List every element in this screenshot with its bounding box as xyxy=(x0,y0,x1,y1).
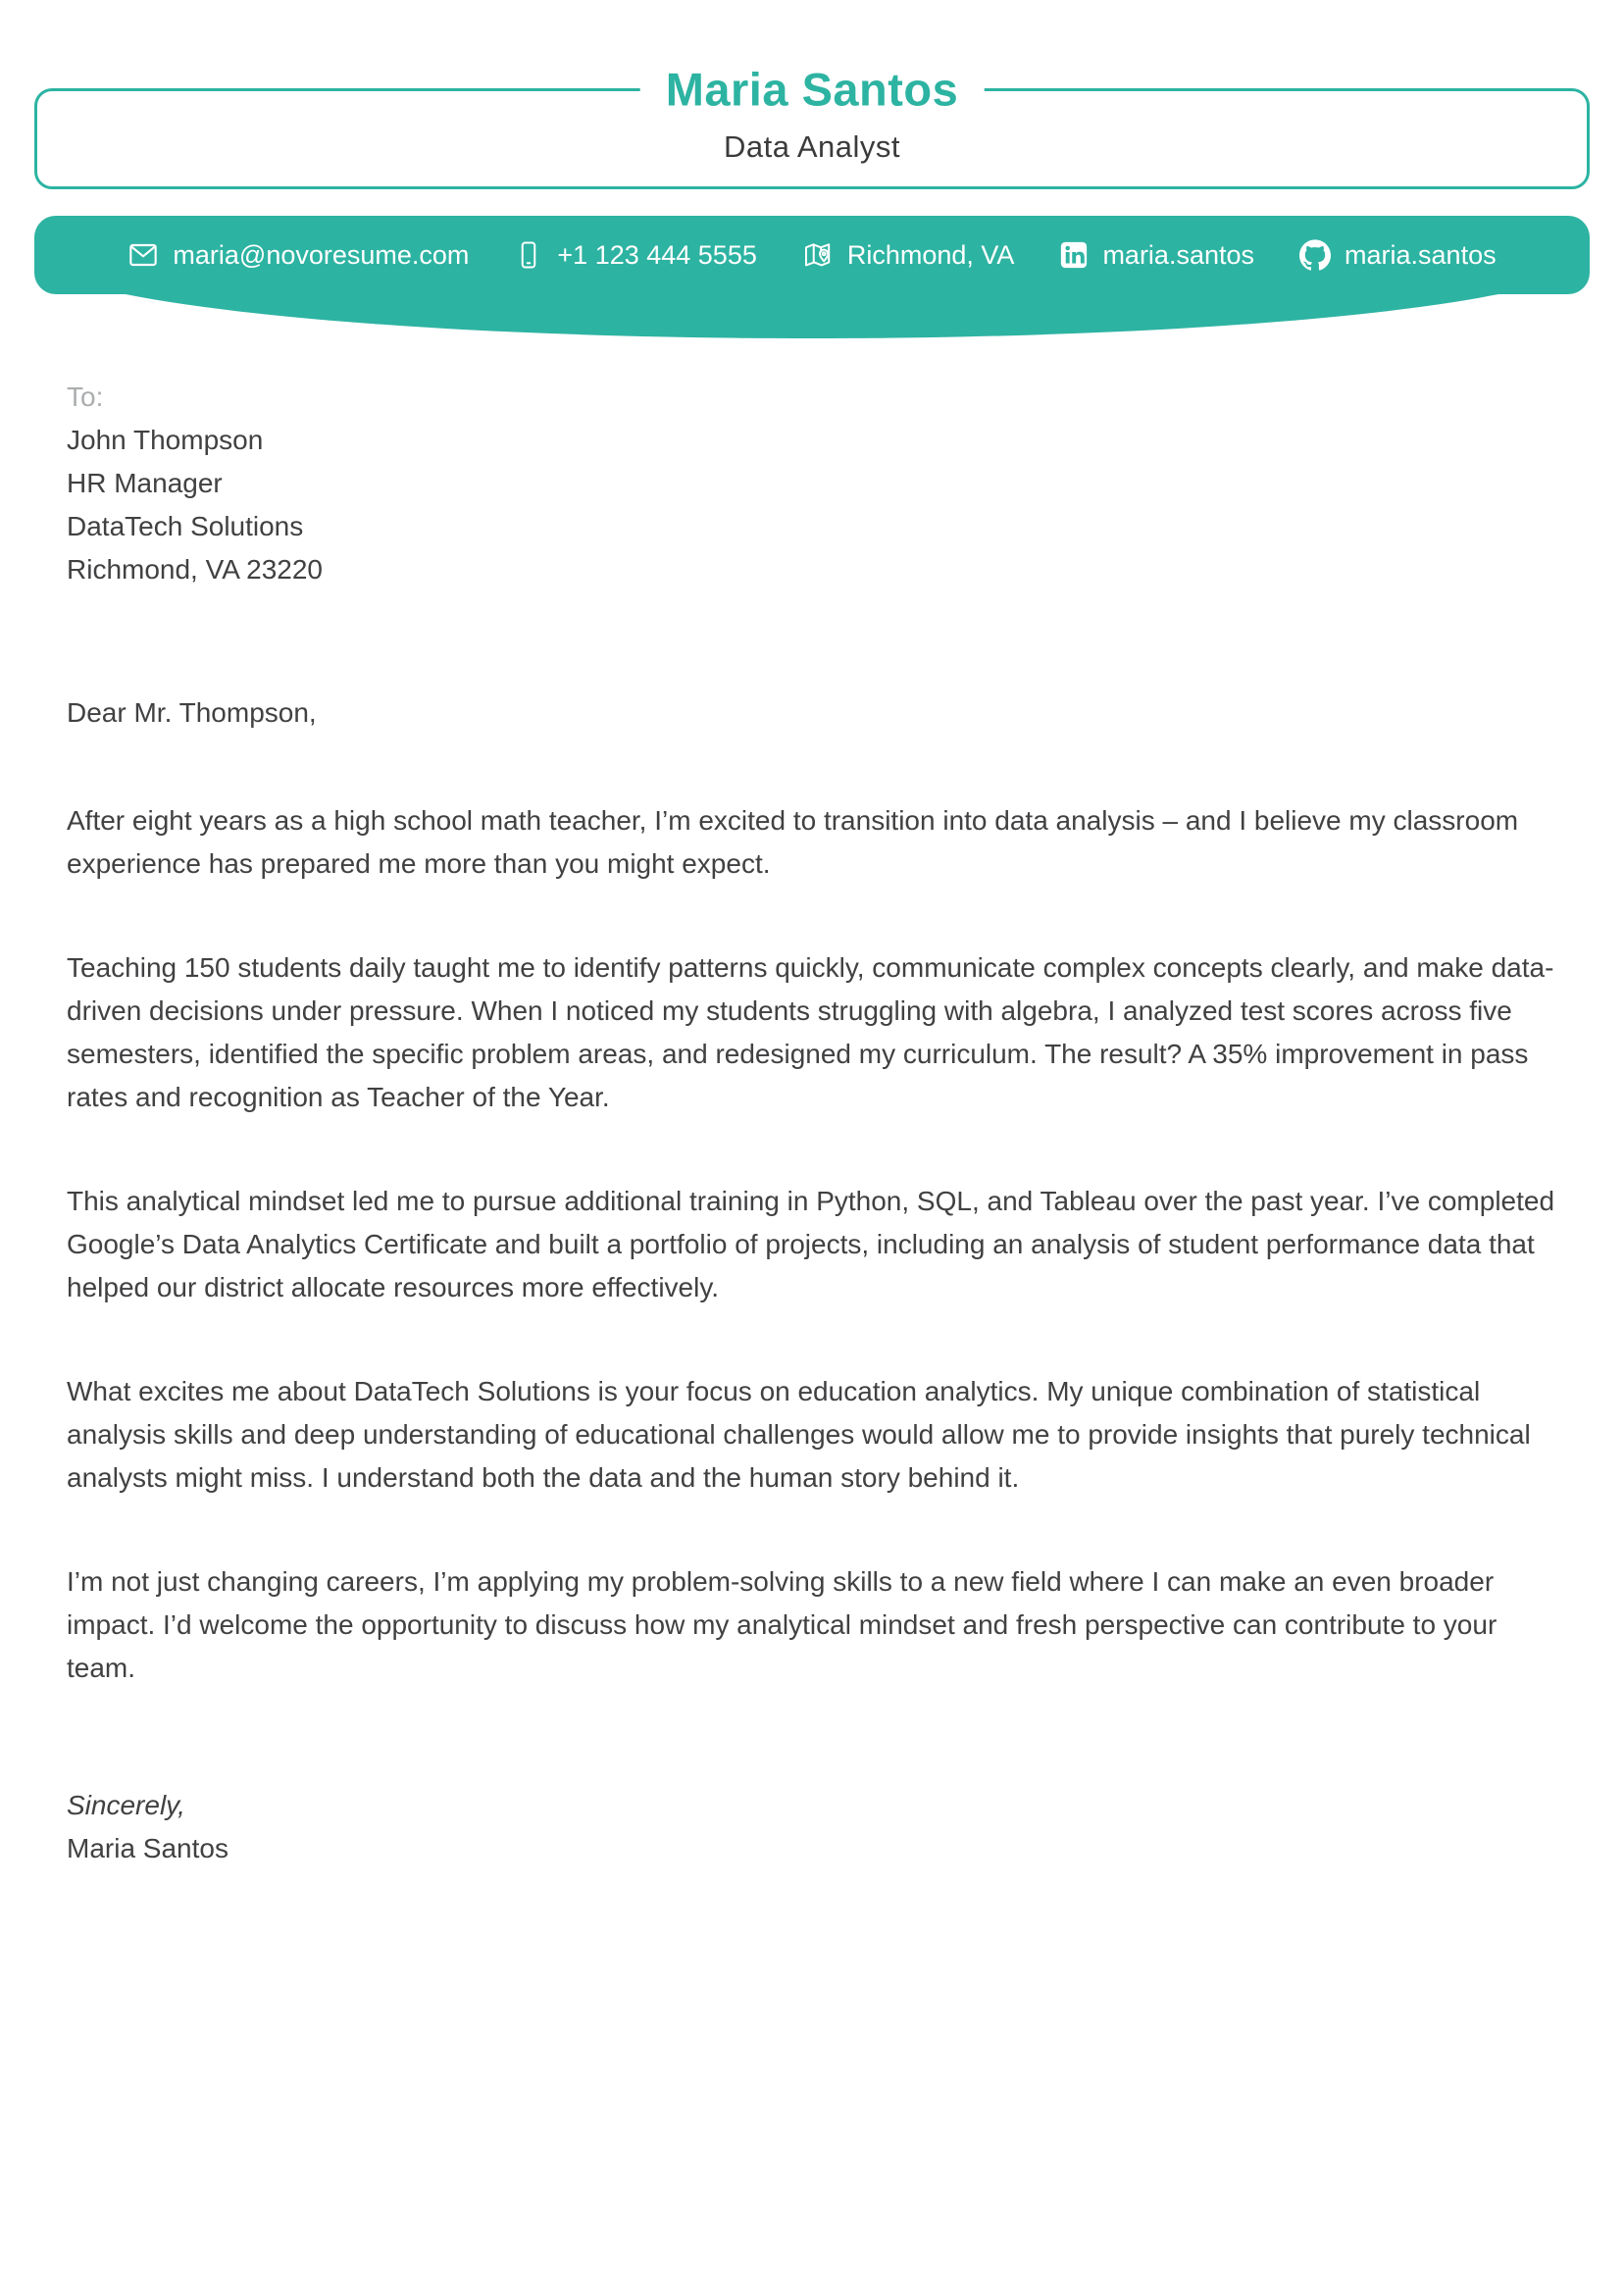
contact-item-phone[interactable] xyxy=(514,240,756,271)
header-box xyxy=(34,63,1590,189)
location-icon xyxy=(802,239,834,271)
contact-item-linkedin[interactable] xyxy=(1059,240,1254,271)
contact-bar-content xyxy=(34,216,1590,294)
contact-item-email[interactable] xyxy=(127,239,469,271)
paragraph-3: This analytical mindset led me to pursue additional training in Python, SQL, and Tableau over the past year. I’ve completed Google’s Data Analytics Certificate and built a portfolio of projects, including an analysis of student performance data that helped our district allocate resources more effectively. xyxy=(67,1186,1555,1302)
person-title: Data Analyst xyxy=(723,128,901,164)
closing-text: Sincerely, xyxy=(67,1790,185,1820)
person-name: Maria Santos xyxy=(640,62,985,116)
recipient-company: DataTech Solutions xyxy=(67,511,304,541)
recipient-role: HR Manager xyxy=(67,468,223,498)
email-icon xyxy=(127,239,159,271)
contact-item-label: maria@novoresume.com xyxy=(173,239,470,270)
signature-name: Maria Santos xyxy=(67,1833,228,1863)
contact-item-label: maria.santos xyxy=(1102,239,1255,270)
paragraph-1: After eight years as a high school math teacher, I’m excited to transition into data analysis – and I believe my classroom experience has prepared me more than you might expect. xyxy=(67,805,1519,879)
letter-body xyxy=(67,376,1561,1870)
contact-item-label: Richmond, VA xyxy=(846,239,1015,270)
contact-bar xyxy=(34,216,1590,294)
paragraph-4: What excites me about DataTech Solutions is your focus on education analytics. My unique combination of statistical analysis skills and deep understanding of educational challenges would allow me to provide insights that purely technical analysts might miss. I understand both the data and the human story behind it. xyxy=(67,1376,1531,1493)
to-label: To: xyxy=(67,382,104,412)
greeting: Dear Mr. Thompson, xyxy=(67,697,317,728)
contact-item-label: +1 123 444 5555 xyxy=(557,239,757,270)
github-icon xyxy=(1299,239,1331,271)
closing-block xyxy=(67,1784,1561,1870)
recipient-address: Richmond, VA 23220 xyxy=(67,554,323,585)
recipient-name: John Thompson xyxy=(67,425,264,455)
paragraph-2: Teaching 150 students daily taught me to identify patterns quickly, communicate complex concepts clearly, and make data-driven decisions under pressure. When I noticed my students struggling with algebra, I analyzed test scores across five semesters, identified the specific problem areas, and redesigned my curriculum. The result? A 35% improvement in pass rates and recognition as Teacher of the Year. xyxy=(67,952,1554,1112)
phone-icon xyxy=(514,240,543,270)
paragraph-5: I’m not just changing careers, I’m applying my problem-solving skills to a new field where I can make an even broader impact. I’d welcome the opportunity to discuss how my analytical mindset and fresh perspective can contribute to your team. xyxy=(67,1566,1497,1683)
contact-item-github[interactable] xyxy=(1299,239,1497,271)
contact-item-label: maria.santos xyxy=(1345,239,1497,270)
linkedin-icon xyxy=(1059,240,1089,270)
contact-item-location[interactable] xyxy=(802,239,1015,271)
